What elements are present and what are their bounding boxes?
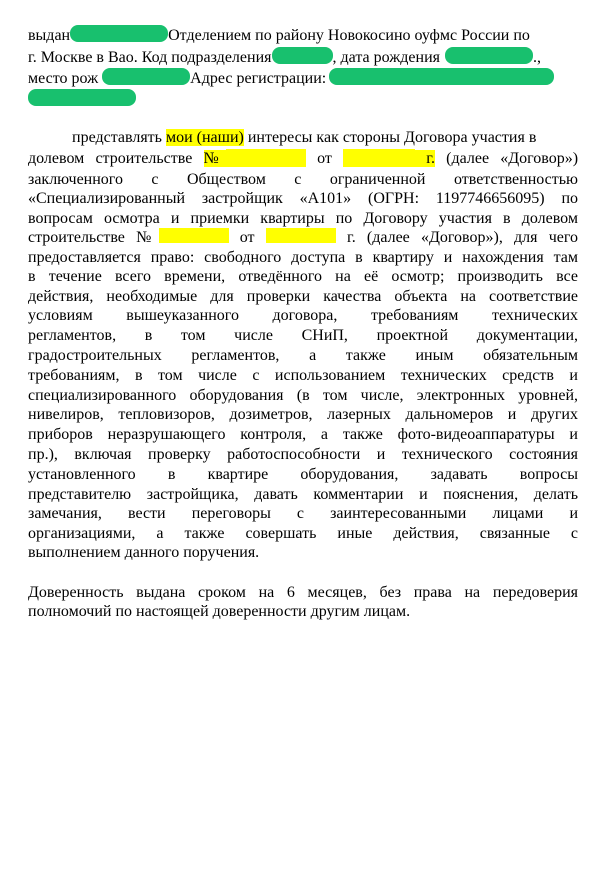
contract-date-blank — [343, 149, 415, 164]
redaction-birthplace — [102, 68, 190, 85]
paragraph-1-line-20: замечания, вести переговоры с заинтересованными лицами и — [28, 505, 578, 522]
redaction-address-continuation — [28, 89, 136, 106]
birthplace-label: место рож — [28, 70, 99, 87]
paragraph-1-line-21: организациями, а также совершать иные действия, связанные с — [28, 525, 578, 542]
paragraph-1-line-11: регламентов, в том числе СНиП, проектной документации, — [28, 327, 578, 344]
issued-label: выдан — [28, 27, 71, 44]
registration-label: Адрес регистрации: — [190, 70, 327, 87]
redaction-birth-date — [445, 47, 533, 64]
text-run: от — [317, 150, 332, 167]
paragraph-1-line-1 — [72, 128, 578, 148]
year-abbrev: г. — [426, 150, 435, 167]
contract-date-field — [343, 150, 435, 167]
paragraph-1-line-10: условиям вышеуказанного договора, требованиям технических — [28, 307, 578, 324]
redaction-registration-address — [329, 68, 554, 85]
paragraph-1-line-12: градостроительных регламентов, а также иным обязательным — [28, 347, 578, 364]
contract-number-blank — [226, 149, 306, 164]
birth-date-label: , дата рождения — [332, 49, 440, 66]
paragraph-1-line-16: приборов неразрушающего контроля, а также фото-видеоаппаратуры и — [28, 426, 578, 443]
text-run: строительстве № — [28, 229, 159, 246]
birthplace-line — [28, 68, 578, 88]
text-run: г. (далее «Договор»), для чего — [346, 229, 579, 246]
paragraph-1-line-13: требованиям, в том числе с использованием технических средств и — [28, 367, 578, 384]
contract-number-field — [204, 150, 306, 167]
contract-date-blank-2 — [266, 228, 336, 243]
contract-number-blank-2 — [159, 228, 229, 243]
text-run: представлять — [72, 129, 166, 146]
issuing-authority-text: Отделением по району Новокосино оуфмс России по — [168, 27, 530, 44]
paragraph-1-line-14: специализированного оборудования (в том числе, электронных уровней, — [28, 387, 578, 404]
passport-line — [28, 25, 578, 45]
paragraph-1-line-18: установленного в квартире оборудования, задавать вопросы — [28, 466, 578, 483]
redaction-passport-number — [70, 25, 168, 42]
text-run: долевом строительстве — [28, 150, 193, 167]
paragraph-1-line-22: выполнением данного поручения. — [28, 544, 260, 561]
paragraph-1-line-3: заключенного с Обществом с ограниченной ответственностью — [28, 171, 578, 188]
redaction-division-code — [272, 47, 333, 64]
paragraph-1-line-5: вопросам осмотра и приемки квартиры по Договору участия в долевом — [28, 210, 578, 227]
paragraph-1-line-19: представителю застройщика, давать комментарии и пояснения, делать — [28, 486, 578, 503]
paragraph-1-line-4: «Специализированный застройщик «А101» (ОГРН: 1197746656095) по — [28, 190, 578, 207]
paragraph-2-line-1: Доверенность выдана сроком на 6 месяцев, без права на передоверия — [28, 584, 578, 601]
division-code-line — [28, 47, 578, 67]
paragraph-1-line-8: в течение всего времени, отведённого на её осмотр; производить все — [28, 268, 578, 285]
paragraph-1-line-6 — [28, 228, 578, 248]
number-sign: № — [203, 150, 226, 167]
address-continuation-line — [28, 89, 578, 109]
paragraph-1-line-9: действия, необходимые для проверки качества объекта на соответствие — [28, 288, 578, 305]
text-run: (далее «Договор») — [446, 150, 579, 167]
text-run: от — [239, 229, 255, 246]
paragraph-1-line-7: предоставляется право: свободного доступа в квартиру и нахождения там — [28, 249, 578, 266]
paragraph-1-line-15: нивелиров, тепловизоров, дозиметров, лазерных дальномеров и других — [28, 406, 578, 423]
paragraph-1-line-17: пр.), включая проверку работоспособности и технического состояния — [28, 446, 578, 463]
paragraph-2-line-2: полномочий по настоящей доверенности другим лицам. — [28, 603, 411, 620]
division-code-label: г. Москве в Вао. Код подразделения — [28, 49, 272, 66]
birth-date-suffix: ., — [533, 49, 541, 66]
text-run: интересы как стороны Договора участия в — [243, 129, 537, 146]
paragraph-1-line-2 — [28, 149, 578, 169]
highlighted-pronoun: мои (наши) — [165, 129, 244, 146]
